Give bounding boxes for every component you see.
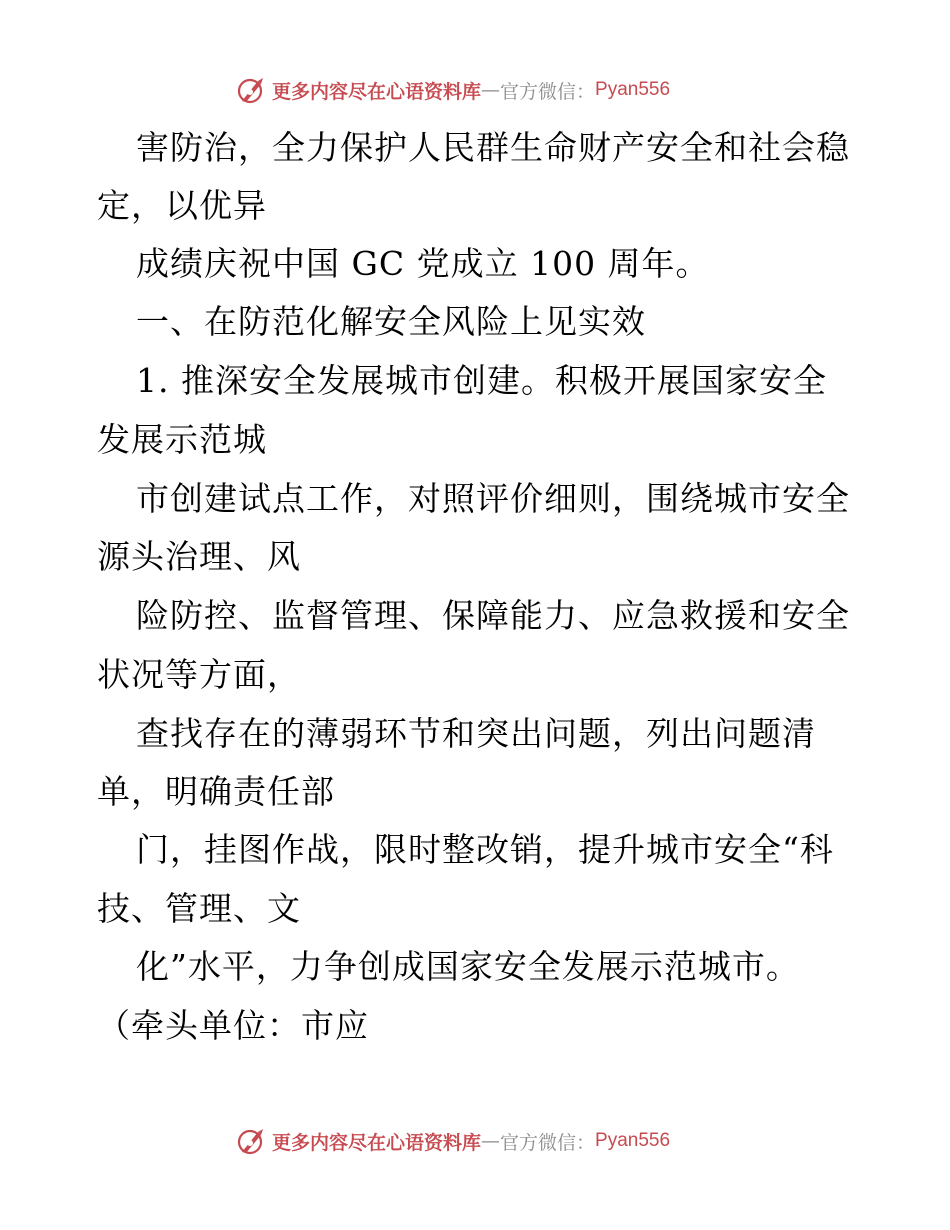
watermark-wechat-label: 官方微信： [500,80,596,103]
text-line: 化”水平，力争创成国家安全发展示范城市。 [136,947,800,986]
footer-watermark [236,1124,670,1158]
text-line: 成绩庆祝中国 GC 党成立 100 周年。 [136,244,710,283]
text-line: 发展示范城 [97,420,267,459]
text-line: 1. 推深安全发展城市创建。积极开展国家安全 [136,361,827,400]
watermark-dash: — [481,1130,501,1152]
text-line: 市创建试点工作，对照评价细则，围绕城市安全 [136,479,850,518]
watermark-wechat-id: Pyan556 [595,1130,671,1151]
section-heading: 一、在防范化解安全风险上见实效 [136,302,646,341]
text-line: （牵头单位：市应 [97,1006,369,1045]
text-line: 单，明确责任部 [97,772,335,811]
text-line: 源头治理、风 [97,537,301,576]
text-line: 定，以优异 [97,186,267,225]
watermark-wechat-label: 官方微信： [500,1131,596,1154]
text-line: 害防治，全力保护人民群生命财产安全和社会稳 [136,128,850,167]
watermark-text: 更多内容尽在心语资料库 [272,80,482,103]
text-line: 险防控、监督管理、保障能力、应急救援和安全 [136,596,850,635]
watermark-text: 更多内容尽在心语资料库 [272,1131,482,1154]
text-line: 状况等方面， [97,655,301,694]
watermark-wechat-id: Pyan556 [595,79,671,100]
quill-pen-logo-icon [236,1126,266,1156]
text-line: 门，挂图作战，限时整改销，提升城市安全“科 [136,830,834,869]
text-line: 查找存在的薄弱环节和突出问题，列出问题清 [136,714,816,753]
watermark-dash: — [481,79,501,101]
text-line: 技、管理、文 [97,889,301,928]
